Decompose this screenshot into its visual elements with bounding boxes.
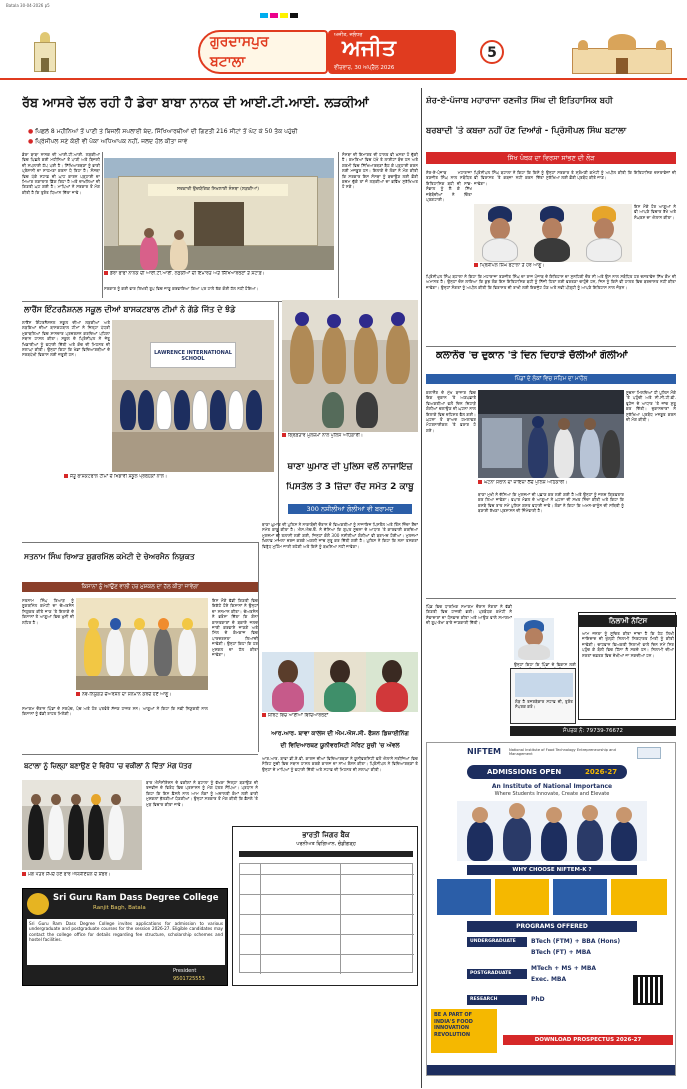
ranjit-subhead: ਸਿੱਖ ਪੰਥਕ ਦਾ ਵਿਰਸਾ ਸਾਂਭਣ ਦੀ ਲੋੜ bbox=[426, 152, 676, 164]
police-photo-caption bbox=[282, 433, 418, 443]
auction-notice bbox=[578, 612, 676, 720]
edition-name-batala: ਬਟਾਲਾ bbox=[210, 54, 246, 70]
lead-bullet-1: ● ਪਿਛਲੇ 8 ਮਹੀਨਿਆਂ ਤੋਂ ਪਾਣੀ ਤੇ ਬਿਜਲੀ ਸਪਲਾਈ ਬੰਦ, ਸਿੱਖਿਆਰਥੀਆਂ ਦੀ ਗਿਣਤੀ 216 ਸੀਟਾਂ ਤੋਂ ਘੱਟ ਕੇ 50 ਤੱਕ ਪਹੁੰਚੀ bbox=[28, 128, 298, 135]
color-registration-bar-bottom bbox=[6, 1080, 46, 1089]
why-choose-text: WHY CHOOSE NIFTEM-K ? bbox=[512, 867, 592, 873]
program-pg-label-text: POSTGRADUATE bbox=[470, 971, 512, 976]
bank-ad-subtitle: ਪਰਨੀਅਤ ਵਿਗਿਆਨ, ਚੰਡੀਗੜ੍ਹ bbox=[296, 841, 356, 847]
program-research-1: PhD bbox=[531, 996, 545, 1003]
notice-phone-bar bbox=[510, 726, 676, 736]
bank-ad bbox=[232, 826, 418, 986]
society-subhead: ਕਿਸਾਨਾਂ ਨੂੰ ਆਉਣ ਵਾਲੀ ਹਰ ਮੁਸ਼ਕਲ ਦਾ ਹੱਲ ਕੀਤਾ ਜਾਵੇਗਾ bbox=[22, 582, 258, 592]
brief-portrait-photo bbox=[514, 618, 554, 660]
niftem-top-line: National Institute of Food Technology Entrepreneurship and Management bbox=[509, 748, 616, 757]
why-choose-bar bbox=[467, 865, 637, 875]
lead-photo-caption-text: ਡੇਰਾ ਬਾਬਾ ਨਾਨਕ ਦੀ ਆਈ.ਟੀ.ਆਈ. ਲੜਕੀਆਂ ਦੀ ਇਮਾਰਤ ਅਤੇ ਸਿੱਖਿਆਰਥਣਾਂ ਤੇ ਸਟਾਫ਼। bbox=[110, 271, 265, 277]
ranjit-photo-caption-text: ਪ੍ਰਿੰਸੀਪਲ ਸਿੰਘ ਬਟਾਲਾ ਤੇ ਹੋਰ ਆਗੂ। bbox=[480, 263, 545, 269]
program-pg-label bbox=[467, 969, 527, 979]
merit-photo-caption bbox=[262, 713, 418, 722]
program-pg-2: Exec. MBA bbox=[531, 976, 567, 983]
niftem-left-box bbox=[431, 1009, 497, 1053]
kalanaur-photo-caption bbox=[478, 480, 624, 489]
programs-offered-bar bbox=[467, 921, 637, 932]
admissions-session: 2026-27 bbox=[585, 768, 618, 776]
society-body-col-1: ਸਤਨਾਮ ਸਿੰਘ ਰਿਆੜ ਨੂੰ ਸ਼ੂਗਰਮਿੱਲ ਕਮੇਟੀ ਦਾ ਚੇਅਰਮੈਨ ਨਿਯੁਕਤ ਕੀਤੇ ਜਾਣ 'ਤੇ ਇਲਾਕੇ ਦੇ ਕਿਸਾਨਾਂ ਤੇ ਆਗੂਆਂ ਵਿਚ ਖ਼ੁਸ਼ੀ ਦੀ ਲਹਿਰ ਹੈ। bbox=[22, 598, 74, 625]
ranjit-headline-line-2: ਬਰਬਾਦੀ 'ਤੇ ਕਬਜ਼ਾ ਨਹੀਂ ਹੋਣ ਦਿਆਂਗੇ - ਪ੍ਰਿੰਸੀਪਲ ਸਿੰਘ ਬਟਾਲਾ bbox=[426, 126, 627, 136]
niftem-tagline: An Institute of National Importance bbox=[491, 783, 613, 790]
iti-building-photo bbox=[104, 158, 334, 270]
temple-illustration-left bbox=[30, 32, 60, 74]
qr-code bbox=[633, 975, 663, 1005]
notice-phone: ਸੰਪਰਕ ਨੰ: 79739-76672 bbox=[562, 728, 624, 734]
niftem-tagline-2: Where Students Innovate, Create and Elevate bbox=[494, 791, 610, 797]
lead-headline: ਰੱਬ ਆਸਰੇ ਚੱਲ ਰਹੀ ਹੈ ਡੇਰਾ ਬਾਬਾ ਨਾਨਕ ਦੀ ਆਈ.ਟੀ.ਆਈ. ਲੜਕੀਆਂ bbox=[22, 96, 369, 111]
school-body-col-1: ਲਾਰੈਂਸ ਇੰਟਰਨੈਸ਼ਨਲ ਸਕੂਲ ਦੀਆਂ ਲੜਕੀਆਂ ਅਤੇ ਲੜਕਿਆਂ ਦੀਆਂ ਬਾਸਕਟਬਾਲ ਟੀਮਾਂ ਨੇ ਜ਼ਿਲ੍ਹਾ ਪੱਧਰੀ ਮੁਕਾਬਲਿਆਂ ਵਿਚ ਸ਼ਾਨਦਾਰ ਪ੍ਰਦਰਸ਼ਨ ਕਰਦਿਆਂ ਪਹਿਲਾ ਸਥਾਨ ਹਾਸਲ ਕੀਤਾ। ਸਕੂਲ ਦੇ ਪ੍ਰਿੰਸੀਪਲ ਨੇ ਜੇਤੂ ਖਿਡਾਰੀਆਂ ਨੂੰ ਵਧਾਈ ਦਿੱਤੀ ਅਤੇ ਕੋਚ ਦੀ ਮਿਹਨਤ ਦੀ ਸ਼ਲਾਘਾ ਕੀਤੀ। ਉਨ੍ਹਾਂ ਕਿਹਾ ਕਿ ਖੇਡਾਂ ਵਿਦਿਆਰਥੀਆਂ ਦੇ ਸਰਬਪੱਖੀ ਵਿਕਾਸ ਲਈ ਜ਼ਰੂਰੀ ਹਨ। bbox=[22, 320, 110, 358]
lead-bullet-1-text: ਪਿਛਲੇ 8 ਮਹੀਨਿਆਂ ਤੋਂ ਪਾਣੀ ਤੇ ਬਿਜਲੀ ਸਪਲਾਈ ਬੰਦ, ਸਿੱਖਿਆਰਥੀਆਂ ਦੀ ਗਿਣਤੀ 216 ਸੀਟਾਂ ਤੋਂ ਘੱਟ ਕੇ 50 ਤੱਕ ਪਹੁੰਚੀ bbox=[35, 128, 298, 135]
school-banner-text: LAWRENCE INTERNATIONAL SCHOOL bbox=[154, 350, 232, 362]
college-ad-signatory: President bbox=[173, 968, 197, 974]
building-sign: ਸਰਕਾਰੀ ਉਦਯੋਗਿਕ ਸਿਖਲਾਈ ਸੰਸਥਾ (ਲੜਕੀਆਂ) bbox=[148, 184, 288, 196]
society-photo-caption bbox=[76, 692, 208, 703]
download-prospectus-text: DOWNLOAD PROSPECTUS 2026-27 bbox=[534, 1037, 642, 1043]
lead-body-under-photo: ਸਰਕਾਰ ਨੂੰ ਕਈ ਵਾਰ ਲਿਖਤੀ ਰੂਪ ਵਿਚ ਜਾਣੂ ਕਰਵਾਇਆ ਗਿਆ ਪਰ ਹਾਲੇ ਤੱਕ ਕੋਈ ਹੱਲ ਨਹੀਂ ਹੋਇਆ। bbox=[104, 286, 259, 291]
lead-body-col-3: ਸੰਸਥਾ ਦੀ ਇਮਾਰਤ ਦੀ ਹਾਲਤ ਵੀ ਖ਼ਸਤਾ ਹੋ ਚੁੱਕੀ ਹੈ। ਕਮਰਿਆਂ ਵਿਚ ਪੱਖੇ ਤੇ ਲਾਈਟਾਂ ਬੰਦ ਹਨ ਅਤੇ ਗਰਮੀ ਵਿਚ ਸਿੱਖਿਆਰਥਣਾਂ ਬੈਠ ਕੇ ਪੜ੍ਹਾਈ ਕਰਨ ਲਈ ਮਜਬੂਰ ਹਨ। ਇਲਾਕੇ ਦੇ ਲੋਕਾਂ ਨੇ ਮੰਗ ਕੀਤੀ ਕਿ ਸਰਕਾਰ ਇਸ ਸੰਸਥਾ ਨੂੰ ਬਚਾਉਣ ਲਈ ਫ਼ੌਰੀ ਕਦਮ ਚੁੱਕੇ ਤਾਂ ਜੋ ਲੜਕੀਆਂ ਦਾ ਭਵਿੱਖ ਸੁਰੱਖਿਅਤ ਹੋ ਸਕੇ। bbox=[342, 152, 418, 190]
niftem-left-box-text: BE A PART OF INDIA'S FOOD INNOVATION REVOLUTION bbox=[434, 1012, 473, 1038]
admissions-open-text: ADMISSIONS OPEN bbox=[487, 768, 562, 776]
brief-body-col-2: ਉਨ੍ਹਾਂ ਕਿਹਾ ਕਿ ਪਿੰਡਾਂ ਦੇ ਵਿਕਾਸ ਲਈ bbox=[514, 662, 576, 667]
ranjit-leaders-photo bbox=[474, 204, 632, 262]
print-slug: Batala 30-04-2026 p5 bbox=[6, 3, 50, 8]
college-ad-subtitle: Ranjit Bagh, Batala bbox=[93, 905, 146, 911]
ranjit-body-side: ਇਸ ਮੌਕੇ ਹੋਰ ਆਗੂਆਂ ਨੇ ਵੀ ਆਪਣੇ ਵਿਚਾਰ ਰੱਖੇ ਅਤੇ ਸੰਘਰਸ਼ ਦਾ ਐਲਾਨ ਕੀਤਾ। bbox=[634, 204, 676, 220]
gurdwara-illustration-right bbox=[572, 34, 672, 74]
lead-body-col-1: ਡੇਰਾ ਬਾਬਾ ਨਾਨਕ ਦੀ ਆਈ.ਟੀ.ਆਈ. ਲੜਕੀਆਂ ਵਿਚ ਪਿਛਲੇ ਕਈ ਮਹੀਨਿਆਂ ਤੋਂ ਪਾਣੀ ਅਤੇ ਬਿਜਲੀ ਦੀ ਸਪਲਾਈ ਠੱਪ ਪਈ ਹੈ। ਸਿੱਖਿਆਰਥਣਾਂ ਨੂੰ ਭਾਰੀ ਪ੍ਰੇਸ਼ਾਨੀ ਦਾ ਸਾਹਮਣਾ ਕਰਨਾ ਪੈ ਰਿਹਾ ਹੈ। ਸੰਸਥਾ ਵਿਚ ਪੱਕੇ ਸਟਾਫ਼ ਦੀ ਘਾਟ ਕਾਰਨ ਪੜ੍ਹਾਈ ਦਾ ਮਿਆਰ ਲਗਾਤਾਰ ਡਿੱਗ ਰਿਹਾ ਹੈ ਅਤੇ ਦਾਖ਼ਲਿਆਂ ਦੀ ਗਿਣਤੀ ਘਟ ਗਈ ਹੈ। ਮਾਪਿਆਂ ਨੇ ਸਰਕਾਰ ਤੋਂ ਮੰਗ ਕੀਤੀ ਹੈ ਕਿ ਤੁਰੰਤ ਧਿਆਨ ਦਿੱਤਾ ਜਾਵੇ। bbox=[22, 152, 100, 195]
school-photo-caption-text: ਜੇਤੂ ਬਾਸਕਟਬਾਲ ਟੀਮਾਂ ਦੇ ਖਿਡਾਰੀ ਸਕੂਲ ਪ੍ਰਬੰਧਕਾਂ ਨਾਲ। bbox=[70, 474, 168, 480]
lead-bullet-2-text: ਪ੍ਰਿੰਸੀਪਲ ਸਣੇ ਕੋਈ ਵੀ ਪੱਕਾ ਅਧਿਆਪਕ ਨਹੀਂ, ਜਲਦ ਹੱਲ ਕੀਤਾ ਜਾਵੇ bbox=[35, 138, 188, 145]
programs-offered-text: PROGRAMS OFFERED bbox=[516, 923, 588, 930]
program-research-label bbox=[467, 995, 527, 1005]
page-number: 5 bbox=[487, 45, 497, 61]
students-body: ਆਰ.ਆਰ. ਬਾਵਾ ਡੀ.ਏ.ਵੀ. ਕਾਲਜ ਦੀਆਂ ਵਿਦਿਆਰਥਣਾਂ ਨੇ ਯੂਨੀਵਰਸਿਟੀ ਵਲੋਂ ਐਲਾਨੇ ਨਤੀਜਿਆਂ ਵਿਚ ਮੈਰਿਟ ਸੂਚੀ ਵਿਚ ਸਥਾਨ ਹਾਸਲ ਕਰਕੇ ਕਾਲਜ ਦਾ ਨਾਂਅ ਰੌਸ਼ਨ ਕੀਤਾ। ਪ੍ਰਿੰਸੀਪਲ ਨੇ ਵਿਦਿਆਰਥਣਾਂ ਤੇ ਉਨ੍ਹਾਂ ਦੇ ਮਾਪਿਆਂ ਨੂੰ ਵਧਾਈ ਦਿੱਤੀ ਅਤੇ ਸਟਾਫ਼ ਦੀ ਮਿਹਨਤ ਦੀ ਸ਼ਲਾਘਾ ਕੀਤੀ। bbox=[262, 756, 418, 772]
students-headline-line-1: ਆਰ.ਆਰ. ਬਾਵਾ ਕਾਲਜ ਦੀ ਐਮ.ਐਸ.ਸੀ. ਫੈਸ਼ਨ ਡਿਜ਼ਾਈਨਿੰਗ bbox=[271, 730, 409, 737]
edition-name-gurdaspur: ਗੁਰਦਾਸਪੁਰ bbox=[210, 34, 269, 50]
lawyers-memorandum-photo bbox=[22, 780, 142, 870]
auction-notice-title: ਨਿਲਾਮੀ ਨੋਟਿਸ bbox=[579, 615, 677, 627]
merit-photo-caption-text: ਮੈਰਿਟ ਵਿਚ ਆਈਆਂ ਵਿਦਿਆਰਥਣਾਂ bbox=[268, 713, 329, 719]
program-research-label-text: RESEARCH bbox=[470, 997, 498, 1002]
kalanaur-headline: ਕਲਾਨੌਰ 'ਚ ਦੁਕਾਨ 'ਤੇ ਦਿਨ ਦਿਹਾੜੇ ਚੱਲੀਆਂ ਗੋਲੀਆਂ bbox=[436, 350, 628, 361]
society-body-col-3: ਇਸ ਮੌਕੇ ਵੱਡੀ ਗਿਣਤੀ ਵਿਚ ਇਕੱਠੇ ਹੋਏ ਕਿਸਾਨਾਂ ਨੇ ਉਨ੍ਹਾਂ ਦਾ ਸਨਮਾਨ ਕੀਤਾ। ਚੇਅਰਮੈਨ ਨੇ ਭਰੋਸਾ ਦਿੱਤਾ ਕਿ ਗੰਨਾ ਕਾਸ਼ਤਕਾਰਾਂ ਦੇ ਬਕਾਏ ਜਲਦ ਜਾਰੀ ਕਰਵਾਏ ਜਾਣਗੇ ਅਤੇ ਮਿੱਲ ਦੇ ਕੰਮਕਾਜ ਵਿਚ ਪਾਰਦਰਸ਼ਤਾ ਲਿਆਂਦੀ ਜਾਵੇਗੀ। ਉਨ੍ਹਾਂ ਕਿਹਾ ਕਿ ਹਰ ਮੁਸ਼ਕਲ ਦਾ ਹੱਲ ਕੀਤਾ ਜਾਵੇਗਾ। bbox=[212, 598, 258, 658]
police-photo bbox=[282, 300, 418, 432]
auction-notice-body: ਆਮ ਜਨਤਾ ਨੂੰ ਸੂਚਿਤ ਕੀਤਾ ਜਾਂਦਾ ਹੈ ਕਿ ਹੇਠ ਲਿਖੀ ਜਾਇਦਾਦ ਦੀ ਖੁੱਲ੍ਹੀ ਨਿਲਾਮੀ ਨਿਰਧਾਰਤ ਮਿਤੀ ਨੂੰ ਕੀਤੀ ਜਾਵੇਗੀ। ਚਾਹਵਾਨ ਵਿਅਕਤੀ ਨਿਲਾਮੀ ਵਾਲੇ ਦਿਨ ਸਮੇਂ ਸਿਰ ਪਹੁੰਚ ਕੇ ਬੋਲੀ ਵਿਚ ਹਿੱਸਾ ਲੈ ਸਕਦੇ ਹਨ। ਨਿਲਾਮੀ ਦੀਆਂ ਸ਼ਰਤਾਂ ਦਫ਼ਤਰ ਵਿਚ ਦੇਖੀਆਂ ਜਾ ਸਕਦੀਆਂ ਹਨ। bbox=[582, 631, 674, 658]
program-pg-1: MTech + MS + MBA bbox=[531, 965, 597, 972]
ranjit-photo-caption bbox=[474, 263, 632, 272]
kalanaur-shop-photo bbox=[478, 390, 624, 478]
ranjit-body-col-3: ਉਨ੍ਹਾਂ ਸਰਕਾਰ ਤੇ ਸ਼੍ਰੋਮਣੀ ਕਮੇਟੀ ਨੂੰ ਅਪੀਲ ਕੀਤੀ ਕਿ ਇਤਿਹਾਸਿਕ ਦਸਤਾਵੇਜ਼ਾਂ ਦੀ ਸੁਰੱਖਿਆ ਲਈ ਫ਼ੌਰੀ ਪ੍ਰਬੰਧ ਕੀਤੇ ਜਾਣ। bbox=[546, 170, 676, 181]
society-headline: ਸਤਨਾਮ ਸਿੰਘ ਰਿਆੜ ਸ਼ੂਗਰਮਿੱਲ ਕਮੇਟੀ ਦੇ ਚੇਅਰਮੈਨ ਨਿਯੁਕਤ bbox=[24, 552, 195, 561]
classified-ad: ਲੋੜ ਹੈ ਤਜਰਬੇਕਾਰ ਸਟਾਫ਼ ਦੀ, ਤੁਰੰਤ ਸੰਪਰਕ ਕਰੋ। bbox=[510, 668, 576, 724]
program-ug-1: BTech (FTM) + BBA (Hons) bbox=[531, 938, 621, 945]
police-photo-caption-text: ਗ੍ਰਿਫ਼ਤਾਰ ਮੁਲਜ਼ਮਾਂ ਨਾਲ ਪੁਲਿਸ ਅਧਿਕਾਰੀ। bbox=[288, 433, 363, 439]
edition-title-block bbox=[198, 30, 328, 74]
police-body: ਥਾਣਾ ਘੁਮਾਣ ਦੀ ਪੁਲਿਸ ਨੇ ਨਾਕਾਬੰਦੀ ਦੌਰਾਨ ਦੋ ਵਿਅਕਤੀਆਂ ਨੂੰ ਨਾਜਾਇਜ਼ ਪਿਸਤੌਲ ਅਤੇ ਤਿੰਨ ਜ਼ਿੰਦਾ ਰੌਂਦਾਂ ਸਮੇਤ ਕਾਬੂ ਕੀਤਾ ਹੈ। ਐਸ.ਐਚ.ਓ. ਨੇ ਦੱਸਿਆ ਕਿ ਗੁਪਤ ਸੂਚਨਾ ਦੇ ਆਧਾਰ 'ਤੇ ਕਾਰਵਾਈ ਕਰਦਿਆਂ ਮੁਲਜ਼ਮਾਂ ਦੀ ਤਲਾਸ਼ੀ ਲਈ ਗਈ, ਜਿਨ੍ਹਾਂ ਕੋਲੋਂ 300 ਨਸ਼ੀਲੀਆਂ ਗੋਲੀਆਂ ਵੀ ਬਰਾਮਦ ਹੋਈਆਂ। ਮੁਲਜ਼ਮਾਂ ਖ਼ਿਲਾਫ਼ ਮਾਮਲਾ ਦਰਜ ਕਰਕੇ ਅਗਲੀ ਜਾਂਚ ਸ਼ੁਰੂ ਕਰ ਦਿੱਤੀ ਗਈ ਹੈ। ਪੁਲਿਸ ਨੇ ਕਿਹਾ ਕਿ ਨਸ਼ਾ ਤਸਕਰਾਂ ਵਿਰੁੱਧ ਮੁਹਿੰਮ ਜਾਰੀ ਰਹੇਗੀ ਅਤੇ ਕਿਸੇ ਨੂੰ ਬਖ਼ਸ਼ਿਆ ਨਹੀਂ ਜਾਵੇਗਾ। bbox=[262, 522, 418, 549]
niftem-emblem bbox=[637, 747, 661, 759]
kalanaur-photo-caption-text: ਘਟਨਾ ਸਥਾਨ ਦਾ ਜਾਇਜ਼ਾ ਲੈਂਦੇ ਪੁਲਿਸ ਅਧਿਕਾਰੀ। bbox=[484, 480, 568, 486]
college-ad bbox=[22, 888, 228, 986]
download-prospectus-bar bbox=[503, 1035, 673, 1045]
program-ug-2: BTech (FT) + MBA bbox=[531, 949, 591, 956]
school-banner bbox=[150, 342, 236, 368]
lead-photo-caption bbox=[104, 271, 334, 283]
society-felicitation-photo bbox=[76, 598, 208, 690]
paper-logo bbox=[328, 30, 456, 74]
niftem-features-row bbox=[437, 879, 667, 915]
police-subhead: 300 ਨਸ਼ੀਲੀਆਂ ਗੋਲੀਆਂ ਵੀ ਬਰਾਮਦ bbox=[288, 504, 412, 514]
ranjit-headline-line-1: ਸ਼ੇਰ-ਏ-ਪੰਜਾਬ ਮਹਾਰਾਜਾ ਰਣਜੀਤ ਸਿੰਘ ਦੀ ਇਤਿਹਾਸਿਕ ਬਹੀ bbox=[426, 96, 613, 106]
lawyers-photo-caption-text: ਮੰਗ ਪੱਤਰ ਸੌਂਪਦੇ ਹੋਏ ਬਾਰ ਐਸੋਸੀਏਸ਼ਨ ਦੇ ਮੈਂਬਰ। bbox=[28, 872, 111, 878]
admissions-open-banner bbox=[467, 765, 627, 779]
school-headline: ਲਾਰੈਂਸ ਇੰਟਰਨੈਸ਼ਨਲ ਸਕੂਲ ਦੀਆਂ ਬਾਸਕਟਬਾਲ ਟੀਮਾਂ ਨੇ ਗੱਡੇ ਜਿੱਤ ਦੇ ਝੰਡੇ bbox=[24, 305, 236, 314]
society-body-lower: ਸਮਾਗਮ ਦੌਰਾਨ ਪਿੰਡਾਂ ਦੇ ਸਰਪੰਚ, ਪੰਚ ਅਤੇ ਹੋਰ ਪਤਵੰਤੇ ਸੱਜਣ ਹਾਜ਼ਰ ਸਨ। ਆਗੂਆਂ ਨੇ ਕਿਹਾ ਕਿ ਨਵੀਂ ਨਿਯੁਕਤੀ ਨਾਲ ਕਿਸਾਨਾਂ ਨੂੰ ਵੱਡੀ ਰਾਹਤ ਮਿਲੇਗੀ। bbox=[22, 706, 208, 717]
kalanaur-subhead: ਪਿੰਡਾਂ ਦੇ ਲੋਕਾਂ ਵਿਚ ਸਹਿਮ ਦਾ ਮਾਹੌਲ bbox=[426, 374, 676, 384]
niftem-logo: NIFTEM bbox=[467, 747, 502, 756]
college-ad-logo bbox=[27, 893, 49, 915]
college-ad-title: Sri Guru Ram Dass Degree College bbox=[53, 893, 219, 903]
paper-name: ਅਜੀਤ bbox=[342, 36, 396, 61]
program-ug-label bbox=[467, 937, 527, 947]
kalanaur-body-lower: ਥਾਣਾ ਮੁਖੀ ਨੇ ਦੱਸਿਆ ਕਿ ਮੁਲਜ਼ਮਾਂ ਦੀ ਪਛਾਣ ਕਰ ਲਈ ਗਈ ਹੈ ਅਤੇ ਉਨ੍ਹਾਂ ਨੂੰ ਜਲਦ ਗ੍ਰਿਫ਼ਤਾਰ ਕਰ ਲਿਆ ਜਾਵੇਗਾ। ਵਪਾਰ ਮੰਡਲ ਦੇ ਆਗੂਆਂ ਨੇ ਘਟਨਾ ਦੀ ਸਖ਼ਤ ਨਿੰਦਾ ਕੀਤੀ ਅਤੇ ਕਿਹਾ ਕਿ ਕਸਬੇ ਵਿਚ ਰਾਤ ਸਮੇਂ ਪੁਲਿਸ ਗਸ਼ਤ ਵਧਾਈ ਜਾਵੇ। ਲੋਕਾਂ ਨੇ ਕਿਹਾ ਕਿ ਅਮਨ-ਕਾਨੂੰਨ ਦੀ ਸਥਿਤੀ ਨੂੰ ਬਣਾਈ ਰੱਖਣਾ ਪ੍ਰਸ਼ਾਸਨ ਦੀ ਜ਼ਿੰਮੇਵਾਰੀ ਹੈ। bbox=[478, 492, 624, 514]
niftem-footer-bar bbox=[427, 1065, 676, 1076]
city-tag: ਅਜੀਤ, ਜਲੰਧਰ bbox=[334, 32, 363, 38]
niftem-ad bbox=[426, 742, 676, 1076]
ranjit-body-col-1: ਸ਼ੇਰ-ਏ-ਪੰਜਾਬ ਮਹਾਰਾਜਾ ਰਣਜੀਤ ਸਿੰਘ ਨਾਲ ਸਬੰਧਿਤ ਇਤਿਹਾਸਿਕ ਬਹੀ ਦੀ ਸਾਂਭ-ਸੰਭਾਲ ਨੂੰ ਲੈ ਕੇ ਸਿੱਖ ਜਥੇਬੰਦੀਆਂ ਨੇ ਚਿੰਤਾ ਪ੍ਰਗਟਾਈ। bbox=[426, 170, 472, 203]
ranjit-body-col-2: ਪ੍ਰਿੰਸੀਪਲ ਸਿੰਘ ਬਟਾਲਾ ਨੇ ਕਿਹਾ ਕਿ ਕਿਸੇ ਨੂੰ ਵੀ ਵਿਰਾਸਤ 'ਤੇ ਕਬਜ਼ਾ ਨਹੀਂ ਕਰਨ ਦਿੱਤਾ ਜਾਵੇਗਾ। bbox=[474, 170, 544, 186]
school-photo-caption bbox=[64, 474, 274, 486]
basketball-team-photo bbox=[112, 320, 274, 472]
color-registration-bar bbox=[260, 3, 300, 22]
lead-bullet-2: ● ਪ੍ਰਿੰਸੀਪਲ ਸਣੇ ਕੋਈ ਵੀ ਪੱਕਾ ਅਧਿਆਪਕ ਨਹੀਂ, ਜਲਦ ਹੱਲ ਕੀਤਾ ਜਾਵੇ bbox=[28, 138, 188, 145]
issue-date: ਵੀਰਵਾਰ, 30 ਅਪ੍ਰੈਲ 2026 bbox=[334, 65, 395, 71]
lawyers-body: ਬਾਰ ਐਸੋਸੀਏਸ਼ਨ ਦੇ ਵਕੀਲਾਂ ਨੇ ਬਟਾਲਾ ਨੂੰ ਵੱਖਰਾ ਜ਼ਿਲ੍ਹਾ ਬਣਾਉਣ ਦੀ ਤਜਵੀਜ਼ ਦੇ ਵਿਰੋਧ ਵਿਚ ਪ੍ਰਸ਼ਾਸਨ ਨੂੰ ਮੰਗ ਪੱਤਰ ਸੌਂਪਿਆ। ਪ੍ਰਧਾਨ ਨੇ ਕਿਹਾ ਕਿ ਇਸ ਫ਼ੈਸਲੇ ਨਾਲ ਆਮ ਲੋਕਾਂ ਨੂੰ ਅਦਾਲਤੀ ਕੰਮਾਂ ਲਈ ਭਾਰੀ ਮੁਸ਼ਕਲਾਂ ਝੱਲਣੀਆਂ ਪੈਣਗੀਆਂ। ਉਨ੍ਹਾਂ ਸਰਕਾਰ ਤੋਂ ਮੰਗ ਕੀਤੀ ਕਿ ਫ਼ੈਸਲੇ 'ਤੇ ਮੁੜ ਵਿਚਾਰ ਕੀਤਾ ਜਾਵੇ। bbox=[146, 780, 258, 807]
bank-ad-title: ਭਾਰਤੀ ਜਿਗਰ ਬੈਂਕ bbox=[302, 831, 350, 839]
graduates-illustration bbox=[457, 801, 647, 861]
students-headline-line-2: ਦੀ ਵਿਦਿਆਰਥਣ ਯੂਨੀਵਰਸਿਟੀ ਮੈਰਿਟ ਸੂਚੀ 'ਚ ਅੱਵਲ bbox=[280, 742, 400, 749]
page-number-badge bbox=[480, 40, 504, 64]
kalanaur-body-col-1: ਕਲਾਨੌਰ ਦੇ ਮੁੱਖ ਬਾਜ਼ਾਰ ਵਿਚ ਇਕ ਦੁਕਾਨ 'ਤੇ ਅਣਪਛਾਤੇ ਵਿਅਕਤੀਆਂ ਵਲੋਂ ਦਿਨ ਦਿਹਾੜੇ ਗੋਲੀਆਂ ਚਲਾਉਣ ਦੀ ਘਟਨਾ ਨਾਲ ਇਲਾਕੇ ਵਿਚ ਦਹਿਸ਼ਤ ਫੈਲ ਗਈ। ਘਟਨਾ ਤੋਂ ਬਾਅਦ ਹਮਲਾਵਰ ਮੋਟਰਸਾਈਕਲ 'ਤੇ ਫ਼ਰਾਰ ਹੋ ਗਏ। bbox=[426, 390, 476, 433]
police-headline-line-1: ਥਾਣਾ ਘੁਮਾਣ ਦੀ ਪੁਲਿਸ ਵਲੋਂ ਨਾਜਾਇਜ਼ bbox=[287, 462, 413, 472]
program-ug-label-text: UNDERGRADUATE bbox=[470, 939, 516, 944]
college-ad-phone: 9501725553 bbox=[173, 976, 205, 982]
brief-body-col-1: ਪਿੰਡ ਵਿਚ ਧਾਰਮਿਕ ਸਮਾਗਮ ਦੌਰਾਨ ਸੰਗਤਾਂ ਨੇ ਵੱਡੀ ਗਿਣਤੀ ਵਿਚ ਹਾਜ਼ਰੀ ਭਰੀ। ਪ੍ਰਬੰਧਕ ਕਮੇਟੀ ਨੇ ਸੇਵਾਦਾਰਾਂ ਦਾ ਧੰਨਵਾਦ ਕੀਤਾ ਅਤੇ ਆਉਣ ਵਾਲੇ ਸਮਾਗਮਾਂ ਦੀ ਰੂਪ-ਰੇਖਾ ਬਾਰੇ ਜਾਣਕਾਰੀ ਦਿੱਤੀ। bbox=[426, 604, 512, 626]
merit-students-photo bbox=[262, 652, 418, 712]
society-photo-caption-text: ਨਵ-ਨਿਯੁਕਤ ਚੇਅਰਮੈਨ ਦਾ ਸਨਮਾਨ ਕਰਦੇ ਹੋਏ ਆਗੂ। bbox=[82, 692, 172, 698]
police-headline-line-2: ਪਿਸਤੌਲ ਤੇ 3 ਜ਼ਿੰਦਾ ਰੌਂਦ ਸਮੇਤ 2 ਕਾਬੂ bbox=[286, 482, 414, 492]
kalanaur-body-col-3: ਸੂਚਨਾ ਮਿਲਦਿਆਂ ਹੀ ਪੁਲਿਸ ਮੌਕੇ 'ਤੇ ਪਹੁੰਚੀ ਅਤੇ ਸੀ.ਸੀ.ਟੀ.ਵੀ. ਫੁਟੇਜ ਦੇ ਆਧਾਰ 'ਤੇ ਜਾਂਚ ਸ਼ੁਰੂ ਕਰ ਦਿੱਤੀ। ਦੁਕਾਨਦਾਰਾਂ ਨੇ ਸੁਰੱਖਿਆ ਪ੍ਰਬੰਧ ਮਜ਼ਬੂਤ ਕਰਨ ਦੀ ਮੰਗ ਕੀਤੀ। bbox=[626, 390, 676, 423]
lawyers-photo-caption bbox=[22, 872, 258, 883]
lawyers-headline: ਬਟਾਲਾ ਨੂੰ ਜ਼ਿਲ੍ਹਾ ਬਣਾਉਣ ਦੇ ਵਿਰੋਧ 'ਚ ਵਕੀਲਾਂ ਨੇ ਦਿੱਤਾ ਮੰਗ ਪੱਤਰ bbox=[24, 762, 192, 770]
college-ad-body: Sri Guru Ram Dass Degree College invites applications for admission to various undergraduate and postgraduate courses for the session 2026-27. Eligible candidates may contact the college office for details regarding fee structure, scholarship schemes and hostel facilities. bbox=[29, 921, 223, 943]
ranjit-body-lower: ਪ੍ਰਿੰਸੀਪਲ ਸਿੰਘ ਬਟਾਲਾ ਨੇ ਕਿਹਾ ਕਿ ਮਹਾਰਾਜਾ ਰਣਜੀਤ ਸਿੰਘ ਦਾ ਰਾਜ ਪੰਜਾਬ ਦੇ ਇਤਿਹਾਸ ਦਾ ਸੁਨਹਿਰੀ ਦੌਰ ਸੀ ਅਤੇ ਉਸ ਨਾਲ ਸਬੰਧਿਤ ਹਰ ਦਸਤਾਵੇਜ਼ ਸਿੱਖ ਕੌਮ ਦੀ ਅਮਾਨਤ ਹੈ। ਉਨ੍ਹਾਂ ਦੋਸ਼ ਲਾਇਆ ਕਿ ਕੁਝ ਲੋਕ ਇਸ ਇਤਿਹਾਸਿਕ ਬਹੀ ਨੂੰ ਨਿੱਜੀ ਹਿਤਾਂ ਲਈ ਵਰਤਣਾ ਚਾਹੁੰਦੇ ਹਨ, ਜਿਸ ਨੂੰ ਕਿਸੇ ਵੀ ਹਾਲਤ ਵਿਚ ਬਰਦਾਸ਼ਤ ਨਹੀਂ ਕੀਤਾ ਜਾਵੇਗਾ। ਉਨ੍ਹਾਂ ਸੰਗਤਾਂ ਨੂੰ ਅਪੀਲ ਕੀਤੀ ਕਿ ਵਿਰਾਸਤ ਦੀ ਰਾਖੀ ਲਈ ਇਕਜੁੱਟ ਹੋਣ ਅਤੇ ਨਵੀਂ ਪੀੜ੍ਹੀ ਨੂੰ ਆਪਣੇ ਇਤਿਹਾਸ ਨਾਲ ਜੋੜਨ। bbox=[426, 274, 676, 290]
masthead bbox=[0, 28, 687, 76]
